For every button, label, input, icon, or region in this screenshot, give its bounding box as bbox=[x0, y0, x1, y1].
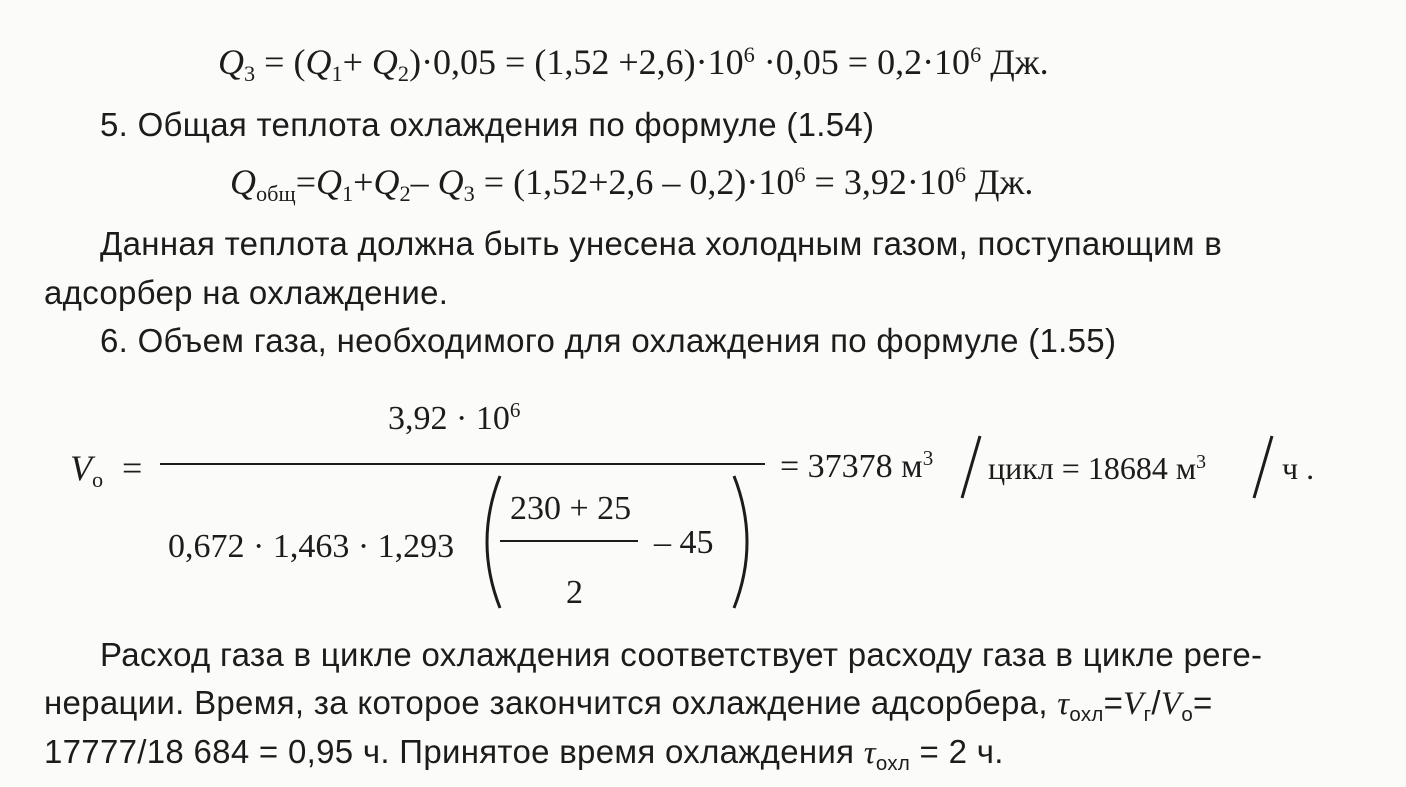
big-slash-2 bbox=[1250, 432, 1276, 502]
v-symbol: Vo bbox=[70, 448, 104, 493]
inner-fraction-bar bbox=[500, 540, 638, 542]
inner-minus-45: – 45 bbox=[654, 524, 714, 561]
paragraph-2-line-2: нерации. Время, за которое закончится охлаждение адсорбера, τохл=Vг/Vо= bbox=[44, 684, 1213, 726]
left-paren bbox=[470, 472, 504, 612]
result-unit-2: ч . bbox=[1282, 450, 1315, 486]
paragraph-2-line-1: Расход газа в цикле охлаждения соответствует расходу газа в цикле реге- bbox=[100, 636, 1263, 673]
item-5-heading: 5. Общая теплота охлаждения по формуле (1.54) bbox=[100, 106, 875, 143]
paragraph-1-line-2: адсорбер на охлаждение. bbox=[44, 274, 449, 311]
numerator: $3,92 \cdot 10^6$ bbox=[388, 398, 521, 437]
denominator-coefficients: 0,672 · 1,463 · 1,293 bbox=[168, 528, 455, 565]
equation-q3: $Q3 = (Q1+ Q2)\cdot 0,05 = (1,52 +2,6)\cdot 10^6 \cdot 0,05 = 0,2\cdot 10^6$ Дж. bbox=[218, 41, 1049, 87]
inner-denominator: 2 bbox=[566, 574, 583, 611]
big-slash-1 bbox=[958, 432, 984, 502]
q3-symbol: Q bbox=[218, 42, 244, 82]
right-paren bbox=[730, 472, 764, 612]
equals-sign: = bbox=[122, 448, 143, 488]
paragraph-2-line-3: 17777/18 684 = 0,95 ч. Принятое время охлаждения τохл = 2 ч. bbox=[44, 733, 1004, 775]
result-value: = 37378 $м^3$ bbox=[780, 446, 934, 485]
paragraph-1-line-1: Данная теплота должна быть унесена холодным газом, поступающим в bbox=[100, 225, 1223, 262]
formula-volume bbox=[0, 380, 1406, 620]
inner-numerator: 230 + 25 bbox=[510, 490, 632, 527]
main-fraction-bar bbox=[160, 463, 765, 465]
equation-q-total: Qобщ=Q1+Q2– $Q3 = (1,52+2,6 - 0,2)\cdot 10^6 = 3,92\cdot 10^6$ Дж. bbox=[230, 161, 1034, 207]
item-6-heading: 6. Объем газа, необходимого для охлаждения по формуле (1.55) bbox=[100, 322, 1117, 359]
result-unit-1: цикл = 18684 $м^3$ bbox=[988, 450, 1206, 486]
